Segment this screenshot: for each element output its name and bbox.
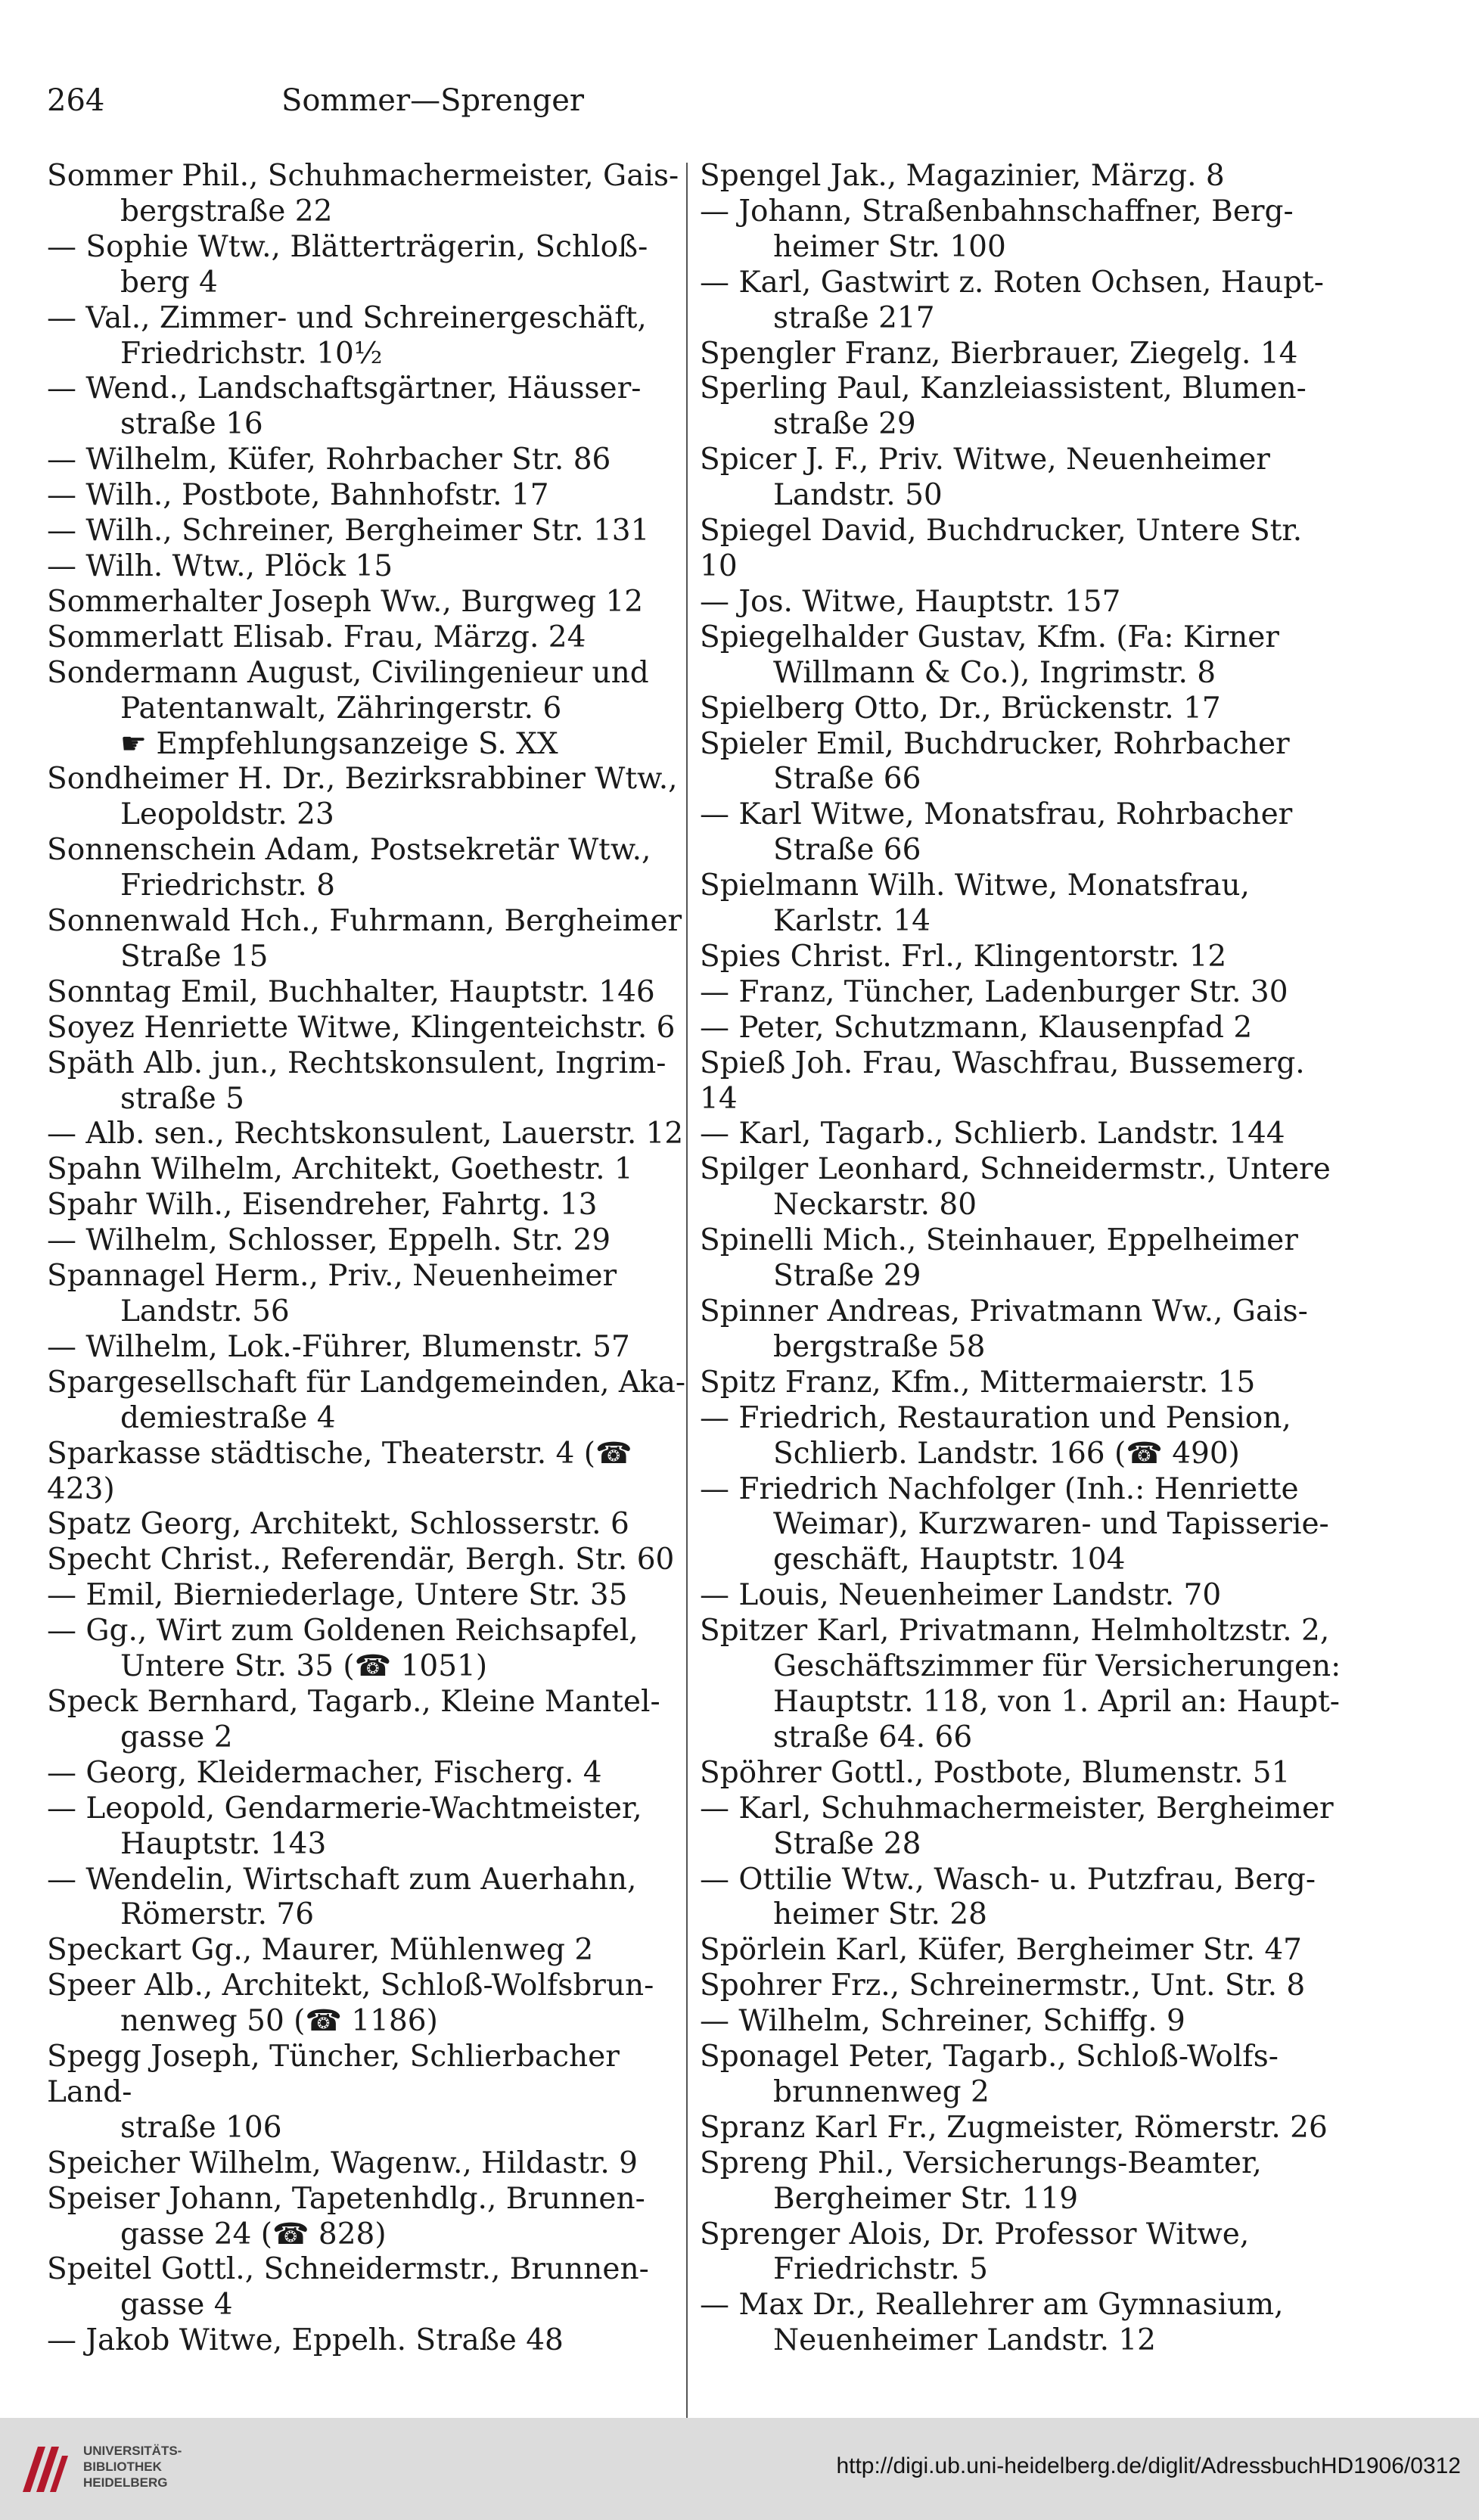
library-name: UNIVERSITÄTS- BIBLIOTHEK HEIDELBERG (83, 2444, 182, 2490)
entry-continuation: Untere Str. 35 (☎ 1051) (120, 1649, 488, 1684)
entry-line: — Ottilie Wtw., Wasch- u. Putzfrau, Berg- (700, 1862, 1316, 1897)
directory-entry (700, 1756, 1343, 1791)
entry-continuation: gasse 2 (120, 1720, 233, 1754)
page-title: Sommer—Sprenger (281, 83, 585, 118)
directory-entry (700, 2111, 1343, 2146)
entry-line: — Karl, Tagarb., Schlierb. Landstr. 144 (700, 1117, 1285, 1151)
entry-continuation: nenweg 50 (☎ 1186) (120, 2004, 438, 2039)
entry-line: Spitz Franz, Kfm., Mittermaierstr. 15 (700, 1365, 1256, 1400)
directory-entry (700, 1472, 1343, 1579)
directory-entry (47, 159, 690, 230)
entry-line: — Karl, Gastwirt z. Roten Ochsen, Haupt- (700, 265, 1324, 300)
entry-continuation: Patentanwalt, Zähringerstr. 6 (120, 691, 562, 726)
entry-line: Spranz Karl Fr., Zugmeister, Römerstr. 26 (700, 2110, 1328, 2145)
directory-entry (47, 1968, 690, 2040)
entry-continuation: straße 29 (773, 407, 916, 442)
entry-line: Sondermann August, Civilingenieur und (47, 655, 649, 690)
entry-line: Spengler Franz, Bierbrauer, Ziegelg. 14 (700, 336, 1298, 371)
entry-line: — Wend., Landschaftsgärtner, Häusser- (47, 371, 642, 406)
directory-entry (47, 2252, 690, 2323)
entry-line: Spieß Joh. Frau, Waschfrau, Bussemerg. 14 (700, 1046, 1305, 1116)
directory-entry (47, 975, 690, 1011)
entry-line: Spies Christ. Frl., Klingentorstr. 12 (700, 939, 1227, 974)
entry-line: — Wilhelm, Schlosser, Eppelh. Str. 29 (47, 1223, 611, 1258)
entry-continuation: Landstr. 50 (773, 478, 943, 513)
entry-continuation: Neckarstr. 80 (773, 1188, 977, 1223)
entry-line: Sonnenwald Hch., Fuhrmann, Bergheimer (47, 904, 682, 939)
directory-entry (700, 2146, 1343, 2217)
entry-line: — Wilhelm, Schreiner, Schiffg. 9 (700, 2004, 1185, 2039)
directory-entry (47, 1863, 690, 1934)
directory-entry (47, 1152, 690, 1188)
directory-entry (700, 159, 1343, 194)
entry-continuation: straße 106 (120, 2110, 282, 2145)
directory-entry (47, 1933, 690, 1968)
directory-entry (700, 1968, 1343, 2004)
entry-line: Spegg Joseph, Tüncher, Schlierbacher Land- (47, 2040, 620, 2109)
directory-entry (47, 1437, 690, 1508)
entry-line: Späth Alb. jun., Rechtskonsulent, Ingrim- (47, 1046, 666, 1080)
entry-line: Speiser Johann, Tapetenhdlg., Brunnen- (47, 2181, 645, 2216)
entry-continuation: Schlierb. Landstr. 166 (☎ 490) (773, 1436, 1240, 1471)
directory-entry (700, 2004, 1343, 2040)
entry-line: — Wilhelm, Küfer, Rohrbacher Str. 86 (47, 443, 611, 477)
right-column (700, 159, 1343, 2359)
entry-continuation: bergstraße 58 (773, 1329, 986, 1364)
left-column (47, 159, 690, 2359)
entry-line: Spinelli Mich., Steinhauer, Eppelheimer (700, 1223, 1298, 1258)
entry-line: — Wendelin, Wirtschaft zum Auerhahn, (47, 1862, 637, 1897)
directory-entry (700, 337, 1343, 372)
directory-entry (47, 549, 690, 585)
entry-line: Spöhrer Gottl., Postbote, Blumenstr. 51 (700, 1755, 1291, 1790)
entry-continuation: straße 217 (773, 300, 935, 335)
directory-entry (47, 656, 690, 763)
directory-entry (47, 230, 690, 301)
entry-continuation: straße 5 (120, 1081, 244, 1116)
directory-entry (700, 797, 1343, 868)
university-logo-icon (15, 2439, 72, 2500)
entry-line: Spahr Wilh., Eisendreher, Fahrtg. 13 (47, 1188, 598, 1223)
directory-entry (47, 1578, 690, 1614)
directory-entry (47, 904, 690, 975)
directory-entry (700, 691, 1343, 727)
entry-line: Spörlein Karl, Küfer, Bergheimer Str. 47 (700, 1933, 1302, 1968)
directory-entry (700, 514, 1343, 585)
entry-line: — Wilh., Postbote, Bahnhofstr. 17 (47, 478, 549, 513)
entry-line: Spiegelhalder Gustav, Kfm. (Fa: Kirner (700, 620, 1279, 654)
directory-entry (700, 1117, 1343, 1152)
entry-continuation: Straße 28 (773, 1826, 921, 1861)
directory-entry (47, 833, 690, 904)
directory-entry (47, 514, 690, 549)
directory-entry (700, 443, 1343, 514)
entry-line: Sparkasse städtische, Theaterstr. 4 (☎ 423) (47, 1436, 632, 1506)
entry-line: Sperling Paul, Kanzleiassistent, Blumen- (700, 371, 1307, 406)
entry-continuation: ☛ Empfehlungsanzeige S. XX (120, 726, 558, 761)
page-number: 264 (47, 83, 105, 118)
entry-line: Spargesellschaft für Landgemeinden, Aka- (47, 1365, 686, 1400)
directory-entry (700, 1011, 1343, 1046)
entry-line: Speck Bernhard, Tagarb., Kleine Mantel- (47, 1684, 660, 1719)
entry-continuation: straße 64. 66 (773, 1720, 973, 1754)
entry-continuation: heimer Str. 100 (773, 229, 1006, 264)
entry-line: — Leopold, Gendarmerie-Wachtmeister, (47, 1791, 642, 1826)
entry-continuation: Hauptstr. 118, von 1. April an: Haupt- (773, 1684, 1340, 1719)
entry-line: Speer Alb., Architekt, Schloß-Wolfsbrun- (47, 1968, 654, 2003)
entry-line: Sponagel Peter, Tagarb., Schloß-Wolfs- (700, 2040, 1279, 2074)
directory-entry (700, 1933, 1343, 1968)
directory-entry (700, 1294, 1343, 1366)
directory-entry (47, 1543, 690, 1578)
entry-line: Speckart Gg., Maurer, Mühlenweg 2 (47, 1933, 594, 1968)
directory-entry (700, 371, 1343, 443)
entry-line: — Johann, Straßenbahnschaffner, Berg- (700, 194, 1294, 228)
directory-entry (47, 1614, 690, 1685)
entry-line: Spreng Phil., Versicherungs-Beamter, (700, 2146, 1262, 2180)
column-divider (686, 163, 688, 2478)
entry-line: — Friedrich Nachfolger (Inh.: Henriette (700, 1471, 1299, 1506)
entry-line: Spannagel Herm., Priv., Neuenheimer (47, 1259, 617, 1294)
directory-entry (47, 762, 690, 833)
directory-entry (47, 1791, 690, 1863)
entry-line: Soyez Henriette Witwe, Klingenteichstr. 6 (47, 1010, 676, 1045)
entry-line: Sprenger Alois, Dr. Professor Witwe, (700, 2217, 1250, 2251)
entry-line: — Georg, Kleidermacher, Fischerg. 4 (47, 1755, 602, 1790)
entry-line: — Karl, Schuhmachermeister, Bergheimer (700, 1791, 1334, 1826)
directory-entry (700, 975, 1343, 1011)
directory-entry (700, 1614, 1343, 1756)
entry-line: Spieler Emil, Buchdrucker, Rohrbacher (700, 726, 1290, 761)
directory-entry (47, 1011, 690, 1046)
directory-entry (47, 1366, 690, 1437)
entry-line: Sonnenschein Adam, Postsekretär Wtw., (47, 833, 651, 868)
directory-entry (700, 1152, 1343, 1223)
entry-continuation: Friedrichstr. 10½ (120, 336, 383, 371)
entry-continuation: Geschäftszimmer für Versicherungen: (773, 1649, 1341, 1684)
directory-entry (47, 1046, 690, 1117)
directory-entry (47, 1756, 690, 1791)
directory-entry (47, 1330, 690, 1366)
directory-entry (47, 1117, 690, 1152)
directory-entry (700, 1046, 1343, 1117)
directory-entry (700, 1578, 1343, 1614)
entry-line: Spinner Andreas, Privatmann Ww., Gais- (700, 1294, 1308, 1328)
entry-continuation: Bergheimer Str. 119 (773, 2181, 1079, 2216)
directory-entry (700, 1791, 1343, 1863)
directory-entry (47, 620, 690, 656)
entry-line: — Val., Zimmer- und Schreinergeschäft, (47, 300, 647, 335)
entry-continuation: Willmann & Co.), Ingrimstr. 8 (773, 655, 1216, 690)
directory-entry (700, 620, 1343, 691)
entry-line: — Wilhelm, Lok.-Führer, Blumenstr. 57 (47, 1329, 630, 1364)
directory-entry (47, 1685, 690, 1756)
entry-line: Spielberg Otto, Dr., Brückenstr. 17 (700, 691, 1221, 726)
entry-line: — Gg., Wirt zum Goldenen Reichsapfel, (47, 1614, 639, 1648)
entry-continuation: straße 16 (120, 407, 263, 442)
entry-line: Sommerhalter Joseph Ww., Burgweg 12 (47, 584, 644, 619)
directory-entry (47, 443, 690, 478)
entry-continuation: Römerstr. 76 (120, 1897, 315, 1932)
directory-entry (47, 478, 690, 514)
entry-line: — Franz, Tüncher, Ladenburger Str. 30 (700, 974, 1288, 1009)
entry-line: — Jos. Witwe, Hauptstr. 157 (700, 584, 1121, 619)
entry-line: Sonntag Emil, Buchhalter, Hauptstr. 146 (47, 974, 655, 1009)
entry-line: Spielmann Wilh. Witwe, Monatsfrau, (700, 868, 1250, 903)
entry-continuation: Weimar), Kurzwaren- und Tapisserie- (773, 1507, 1329, 1542)
entry-line: Spilger Leonhard, Schneidermstr., Untere (700, 1152, 1331, 1187)
entry-continuation: gasse 24 (☎ 828) (120, 2217, 387, 2251)
directory-entry (47, 301, 690, 372)
entry-line: — Max Dr., Reallehrer am Gymnasium, (700, 2288, 1284, 2323)
directory-entry (700, 2217, 1343, 2289)
entry-continuation: geschäft, Hauptstr. 104 (773, 1543, 1126, 1577)
entry-continuation: berg 4 (120, 265, 218, 300)
entry-continuation: Straße 15 (120, 939, 269, 974)
entry-line: — Alb. sen., Rechtskonsulent, Lauerstr. 12 (47, 1117, 684, 1151)
entry-continuation: Landstr. 56 (120, 1294, 290, 1328)
entry-line: Spohrer Frz., Schreinermstr., Unt. Str. 8 (700, 1968, 1306, 2003)
entry-continuation: Friedrichstr. 5 (773, 2252, 988, 2287)
directory-entry (47, 1188, 690, 1223)
entry-continuation: demiestraße 4 (120, 1400, 336, 1435)
entry-line: Spiegel David, Buchdrucker, Untere Str. 10 (700, 514, 1303, 583)
directory-entry (700, 1401, 1343, 1472)
entry-continuation: brunnenweg 2 (773, 2074, 990, 2109)
entry-line: — Wilh., Schreiner, Bergheimer Str. 131 (47, 514, 650, 548)
directory-entry (700, 1223, 1343, 1294)
entry-line: Sommer Phil., Schuhmachermeister, Gais- (47, 159, 679, 193)
entry-continuation: bergstraße 22 (120, 194, 333, 228)
entry-line: Spahn Wilhelm, Architekt, Goethestr. 1 (47, 1152, 633, 1187)
entry-continuation: Hauptstr. 143 (120, 1826, 327, 1861)
directory-entry (700, 727, 1343, 798)
entry-continuation: Straße 66 (773, 833, 921, 868)
entry-line: Spatz Georg, Architekt, Schlosserstr. 6 (47, 1507, 629, 1542)
directory-entry (47, 1259, 690, 1330)
directory-entry (700, 1863, 1343, 1934)
entry-line: Sondheimer H. Dr., Bezirksrabbiner Wtw., (47, 762, 678, 797)
entry-line: Specht Christ., Referendär, Bergh. Str. 60 (47, 1543, 675, 1577)
directory-entry (47, 1507, 690, 1543)
footer-bar (0, 2418, 1479, 2520)
entry-line: Spitzer Karl, Privatmann, Helmholtzstr. 2, (700, 1614, 1330, 1648)
entry-line: — Sophie Wtw., Blätterträgerin, Schloß- (47, 229, 648, 264)
directory-entry (700, 940, 1343, 975)
entry-line: — Emil, Bierniederlage, Untere Str. 35 (47, 1578, 628, 1613)
entry-line: — Karl Witwe, Monatsfrau, Rohrbacher (700, 797, 1293, 832)
directory-entry (47, 1223, 690, 1259)
entry-continuation: heimer Str. 28 (773, 1897, 987, 1932)
directory-entry (47, 2182, 690, 2253)
entry-continuation: Straße 29 (773, 1259, 921, 1294)
page-header (47, 76, 819, 129)
entry-continuation: Friedrichstr. 8 (120, 868, 335, 903)
entry-continuation: Leopoldstr. 23 (120, 797, 334, 832)
directory-entry (47, 2323, 690, 2359)
directory-entry (700, 1366, 1343, 1401)
entry-continuation: Neuenheimer Landstr. 12 (773, 2323, 1156, 2358)
directory-entry (700, 266, 1343, 337)
directory-entry (47, 2146, 690, 2182)
directory-entry (47, 371, 690, 443)
directory-entry (700, 2288, 1343, 2359)
entry-line: Speicher Wilhelm, Wagenw., Hildastr. 9 (47, 2146, 638, 2180)
directory-entry (47, 585, 690, 620)
entry-line: Sommerlatt Elisab. Frau, Märzg. 24 (47, 620, 586, 654)
entry-line: — Jakob Witwe, Eppelh. Straße 48 (47, 2323, 564, 2358)
directory-entry (700, 868, 1343, 940)
directory-entry (47, 2040, 690, 2146)
entry-line: — Peter, Schutzmann, Klausenpfad 2 (700, 1010, 1253, 1045)
directory-entry (700, 2040, 1343, 2111)
entry-line: Speitel Gottl., Schneidermstr., Brunnen- (47, 2252, 649, 2287)
entry-line: Spicer J. F., Priv. Witwe, Neuenheimer (700, 443, 1270, 477)
directory-entry (700, 194, 1343, 266)
entry-line: — Wilh. Wtw., Plöck 15 (47, 548, 393, 583)
entry-continuation: Karlstr. 14 (773, 904, 931, 939)
entry-line: — Louis, Neuenheimer Landstr. 70 (700, 1578, 1222, 1613)
entry-continuation: Straße 66 (773, 762, 921, 797)
directory-entry (700, 585, 1343, 620)
source-url[interactable]: http://digi.ub.uni-heidelberg.de/diglit/AdressbuchHD1906/0312 (836, 2453, 1461, 2478)
entry-line: Spengel Jak., Magazinier, Märzg. 8 (700, 159, 1225, 193)
entry-continuation: gasse 4 (120, 2288, 233, 2323)
entry-line: — Friedrich, Restauration und Pension, (700, 1400, 1291, 1435)
